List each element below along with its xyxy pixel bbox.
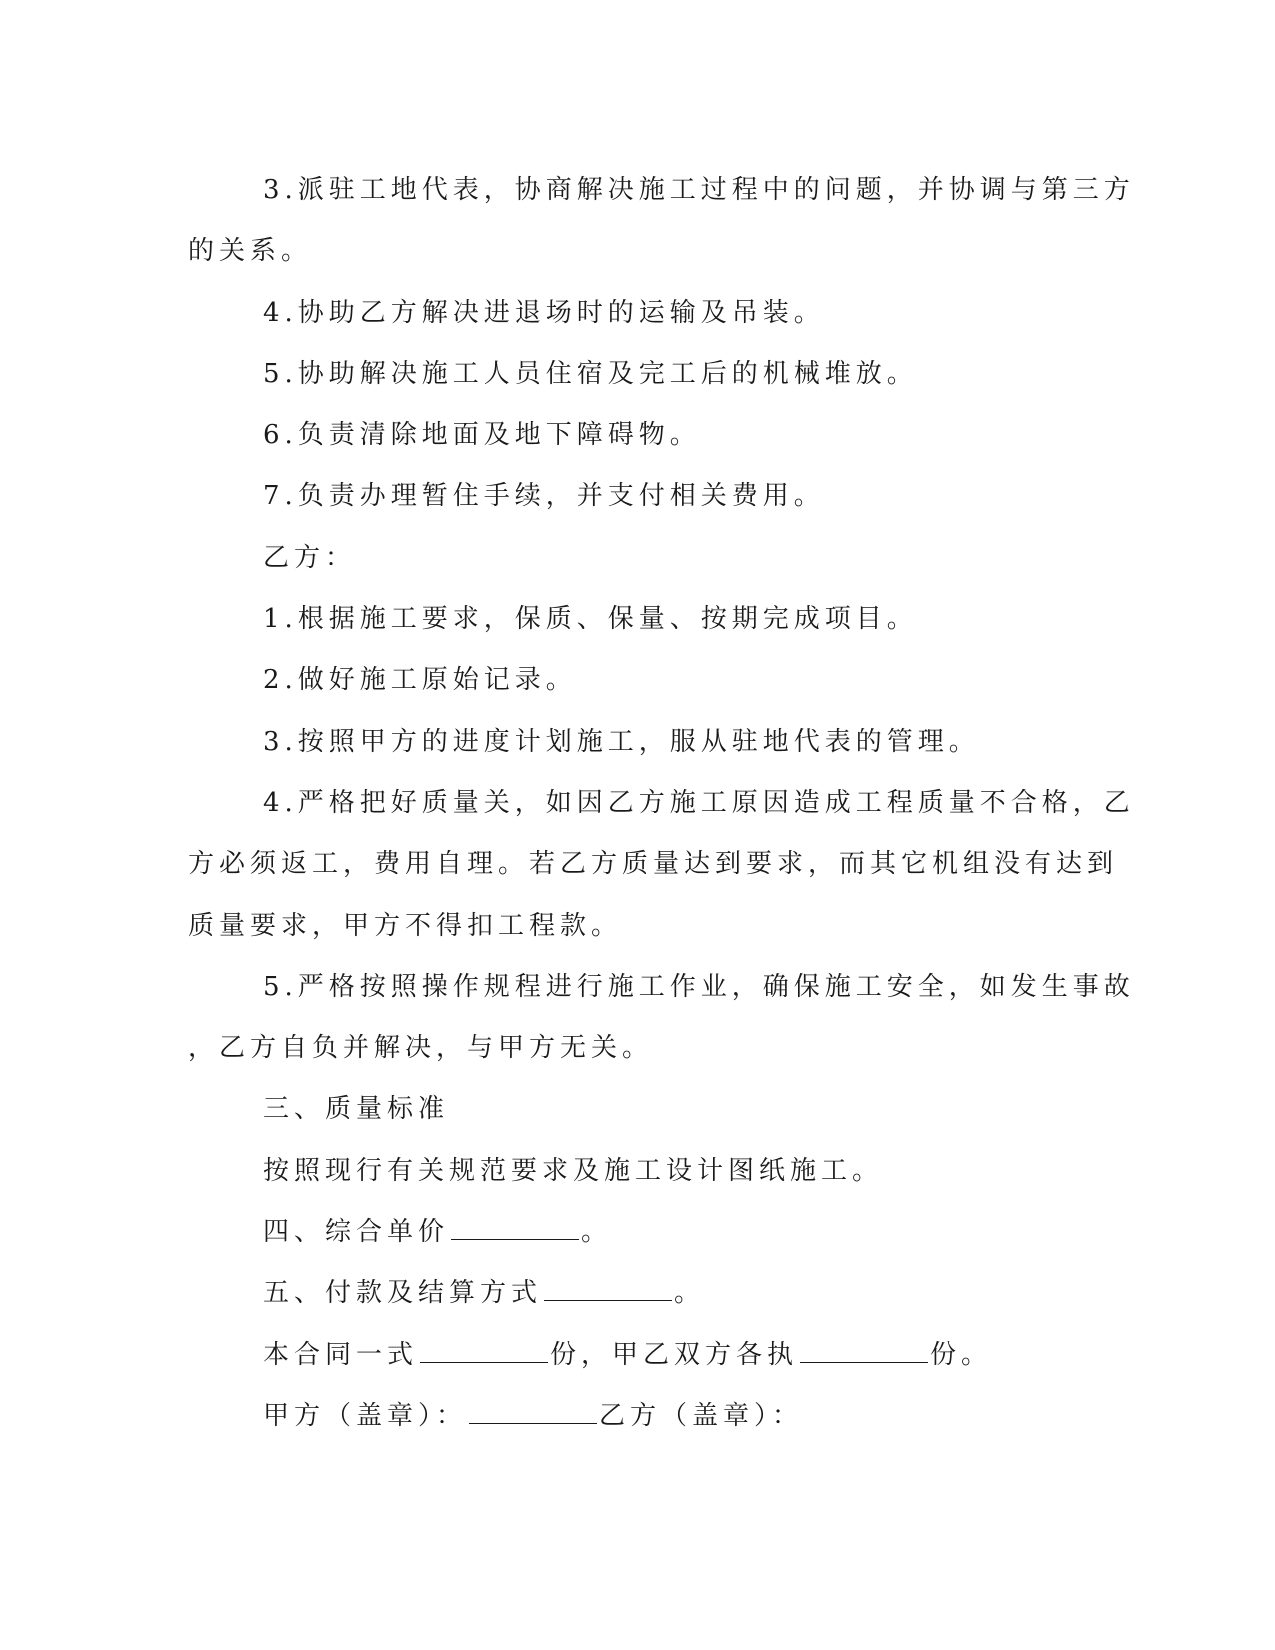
contract-line: 的关系。 — [188, 236, 313, 267]
contract-line: 乙方： — [263, 542, 357, 573]
contract-line: 6.负责清除地面及地下障碍物。 — [263, 420, 701, 451]
contract-line: 2.做好施工原始记录。 — [263, 665, 577, 696]
unit-price-end: 。 — [581, 1217, 613, 1248]
copies-middle: 份，甲乙双方各执 — [550, 1339, 799, 1370]
payment-label: 五、付款及结算方式 — [263, 1278, 543, 1309]
party-b-seal-label: 乙方（盖章）： — [599, 1400, 804, 1431]
contract-clauses — [188, 160, 1135, 1202]
payment-blank — [544, 1299, 672, 1301]
contract-line: 1.根据施工要求，保质、保量、按期完成项目。 — [263, 604, 918, 635]
party-a-seal-blank — [469, 1422, 597, 1424]
party-a-seal-label: 甲方（盖章）： — [263, 1400, 468, 1431]
contract-line: 3.按照甲方的进度计划施工，服从驻地代表的管理。 — [263, 726, 980, 757]
contract-body — [188, 160, 1135, 1447]
signature-line — [188, 1386, 1068, 1447]
payment-end: 。 — [674, 1278, 706, 1309]
copies-end: 份。 — [930, 1339, 993, 1370]
copies-total-blank — [420, 1361, 548, 1363]
contract-line: ，乙方自负并解决，与甲方无关。 — [188, 1033, 654, 1064]
contract-line: 4.严格把好质量关，如因乙方施工原因造成工程质量不合格，乙 — [263, 787, 1135, 818]
contract-line: 按照现行有关规范要求及施工设计图纸施工。 — [263, 1155, 884, 1186]
contract-line: 5.严格按照操作规程进行施工作业，确保施工安全，如发生事故 — [263, 971, 1135, 1002]
copies-line — [188, 1325, 1068, 1386]
contract-line: 方必须返工，费用自理。若乙方质量达到要求，而其它机组没有达到 — [188, 849, 1119, 880]
copies-each-blank — [800, 1361, 928, 1363]
payment-line — [188, 1263, 1068, 1324]
contract-line: 5.协助解决施工人员住宿及完工后的机械堆放。 — [263, 358, 918, 389]
contract-line: 质量要求，甲方不得扣工程款。 — [188, 910, 623, 941]
contract-line: 7.负责办理暂住手续，并支付相关费用。 — [263, 481, 825, 512]
contract-line: 三、质量标准 — [263, 1094, 450, 1125]
contract-line: 4.协助乙方解决进退场时的运输及吊装。 — [263, 297, 825, 328]
contract-line: 3.派驻工地代表，协商解决施工过程中的问题，并协调与第三方 — [263, 175, 1135, 205]
copies-label: 本合同一式 — [263, 1339, 419, 1370]
unit-price-line — [188, 1202, 1068, 1263]
unit-price-label: 四、综合单价 — [263, 1217, 450, 1248]
unit-price-blank — [451, 1238, 579, 1240]
